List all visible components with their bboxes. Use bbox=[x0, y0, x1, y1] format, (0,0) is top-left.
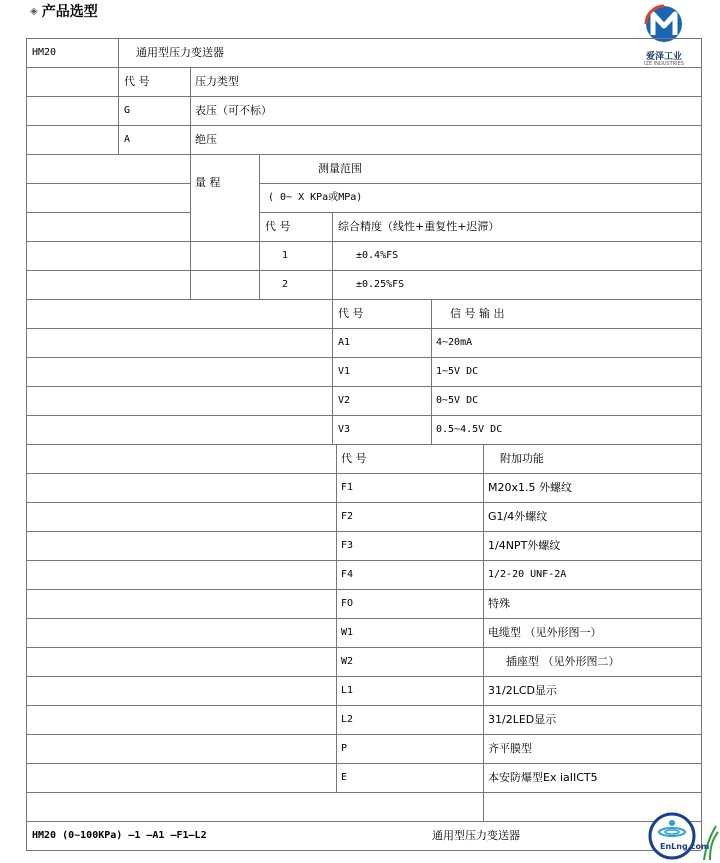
extra-label: 1/4NPT外螺纹 bbox=[488, 539, 561, 552]
accuracy-code: 1 bbox=[282, 250, 289, 261]
extra-code: F4 bbox=[341, 569, 354, 580]
extra-code-header: 代 号 bbox=[341, 452, 367, 465]
accuracy-label: ±0.4%FS bbox=[356, 250, 399, 261]
extra-label: 特殊 bbox=[488, 597, 510, 610]
extra-label: 齐平膜型 bbox=[488, 742, 532, 755]
output-code-header: 代 号 bbox=[338, 307, 364, 320]
output-label: 0.5~4.5V DC bbox=[436, 424, 503, 435]
pressure-label: 绝压 bbox=[195, 133, 217, 146]
page-title: 产品选型 bbox=[41, 4, 98, 20]
logo-name: 爱泽工业 bbox=[645, 52, 682, 62]
extra-label: 插座型 （见外形图二） bbox=[506, 655, 620, 668]
pressure-label: 表压（可不标） bbox=[195, 104, 272, 117]
accuracy-label: ±0.25%FS bbox=[356, 279, 405, 290]
watermark-text: EnLng.com bbox=[660, 842, 710, 851]
extra-code: F2 bbox=[341, 511, 354, 522]
output-code: V3 bbox=[338, 424, 351, 435]
extra-code: L1 bbox=[341, 685, 354, 696]
extra-label: 本安防爆型Ex iaIICT5 bbox=[488, 771, 598, 784]
bullet-icon: ◈ bbox=[30, 5, 38, 17]
pressure-code-header: 代 号 bbox=[124, 75, 150, 88]
extra-code: E bbox=[341, 772, 348, 783]
accuracy-header: 综合精度（线性+重复性+迟滞） bbox=[338, 220, 500, 233]
output-label: 0~5V DC bbox=[436, 395, 479, 406]
output-code: V2 bbox=[338, 395, 351, 406]
extra-label: 31/2LCD显示 bbox=[488, 684, 557, 697]
pressure-code: G bbox=[124, 105, 131, 116]
accuracy-code-header: 代 号 bbox=[265, 220, 291, 233]
extra-code: F1 bbox=[341, 482, 354, 493]
watermark-logo bbox=[648, 806, 720, 863]
extra-header: 附加功能 bbox=[500, 452, 544, 465]
output-code: V1 bbox=[338, 366, 351, 377]
extra-label: G1/4外螺纹 bbox=[488, 510, 548, 523]
output-code: A1 bbox=[338, 337, 351, 348]
extra-label: M20x1.5 外螺纹 bbox=[488, 481, 572, 494]
extra-code: P bbox=[341, 743, 348, 754]
model-name: 通用型压力变送器 bbox=[136, 46, 224, 59]
extra-label: 31/2LED显示 bbox=[488, 713, 557, 726]
output-label: 4~20mA bbox=[436, 337, 473, 348]
extra-code: F3 bbox=[341, 540, 354, 551]
example-name: 通用型压力变送器 bbox=[432, 829, 520, 842]
example-code: HM20 (0~100KPa) —1 —A1 —F1—L2 bbox=[32, 830, 207, 841]
logo-subtitle: IZE INDUSTRIES bbox=[644, 61, 684, 67]
range-label: 量 程 bbox=[195, 176, 221, 189]
accuracy-code: 2 bbox=[282, 279, 289, 290]
extra-code: L2 bbox=[341, 714, 354, 725]
extra-code: W2 bbox=[341, 656, 354, 667]
pressure-code: A bbox=[124, 134, 131, 145]
model-code: HM20 bbox=[32, 47, 57, 58]
pressure-type-header: 压力类型 bbox=[195, 75, 239, 88]
range-value: ( 0~ X KPa或MPa) bbox=[268, 192, 363, 203]
extra-code: W1 bbox=[341, 627, 354, 638]
extra-label: 1/2-20 UNF-2A bbox=[488, 569, 567, 580]
output-header: 信 号 输 出 bbox=[450, 307, 505, 320]
range-header: 测量范围 bbox=[318, 162, 362, 175]
extra-label: 电缆型 （见外形图一） bbox=[488, 626, 602, 639]
extra-code: FO bbox=[341, 598, 354, 609]
output-label: 1~5V DC bbox=[436, 366, 479, 377]
